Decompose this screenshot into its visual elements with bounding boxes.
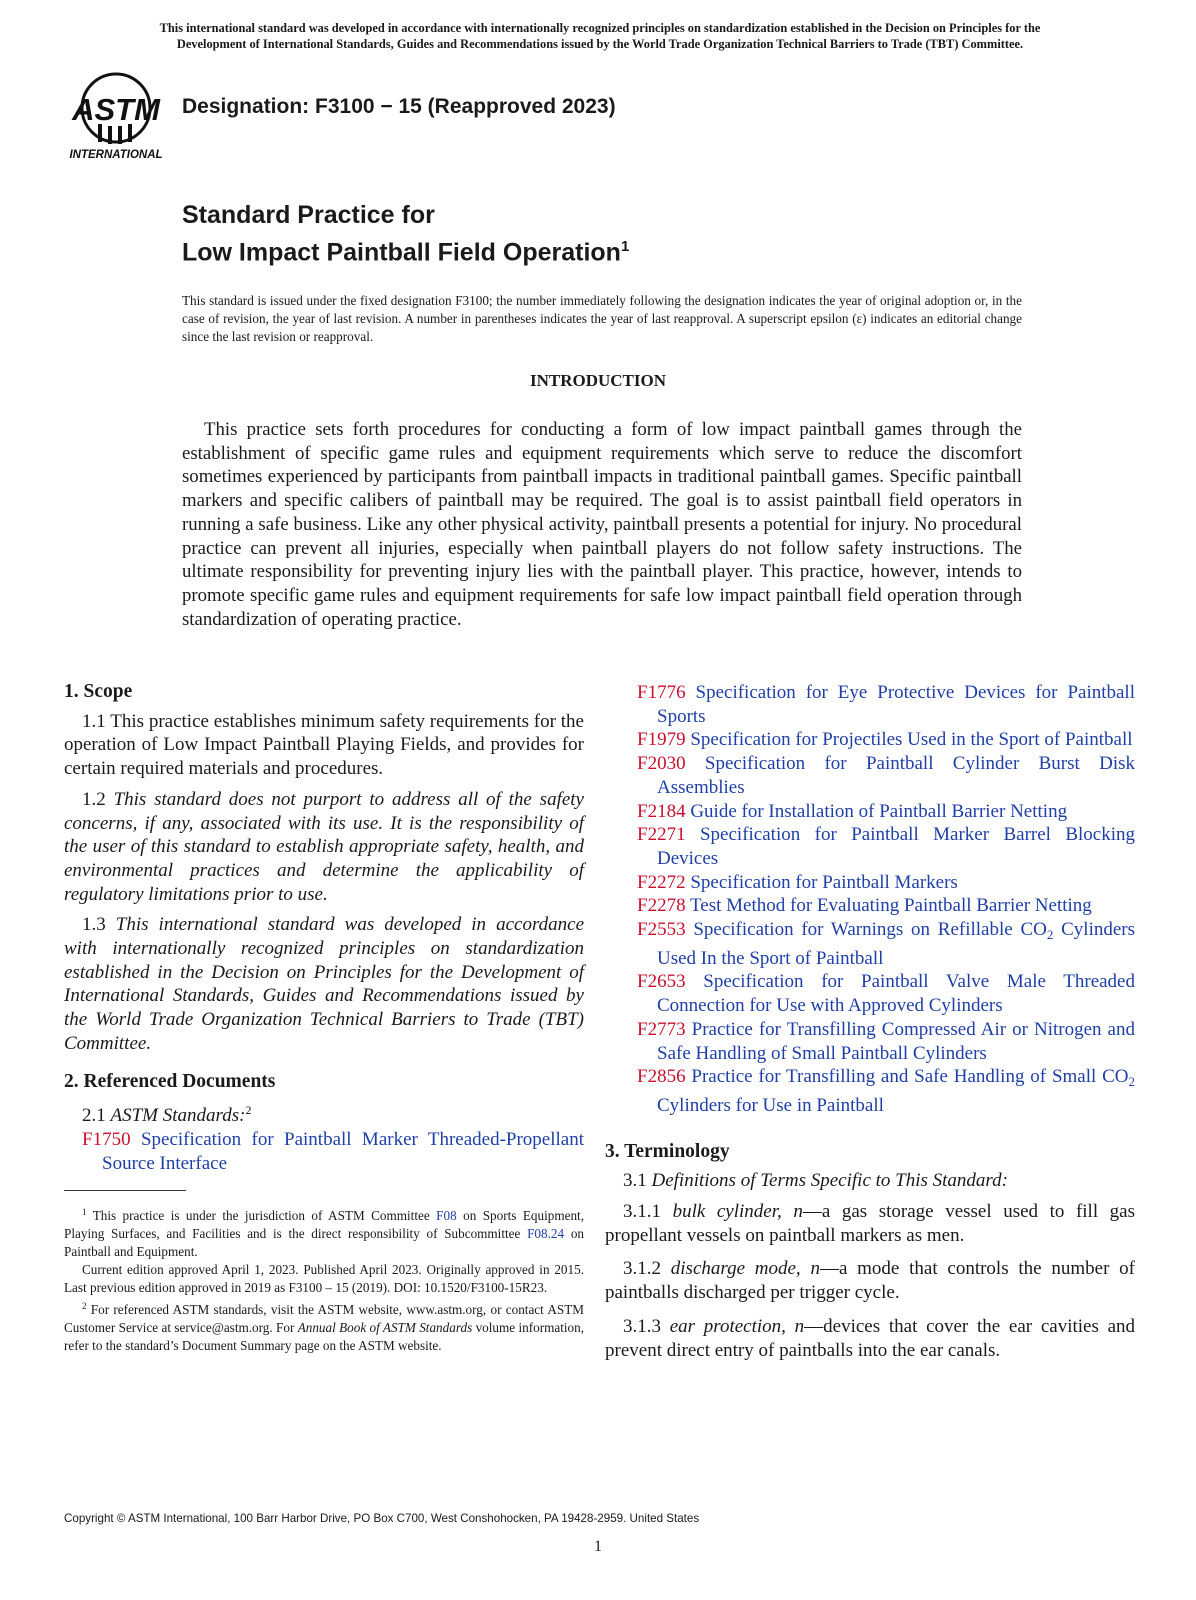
ref-item[interactable] [637, 728, 1135, 752]
ref-title[interactable]: Specification for Paintball Markers [690, 871, 958, 893]
ref-title[interactable]: Practice for Transfilling Compressed Air or Nitrogen and Safe Handling of Small Paintball Cylinders [657, 1018, 1135, 1064]
ref-code[interactable]: F2030 [637, 753, 686, 775]
footnote-2-text-a: For referenced ASTM standards, visit the ASTM website, www.astm.org, or contact ASTM Customer Service at service@astm.org. For [64, 1302, 585, 1335]
ref-title-post[interactable]: Cylinders Used In the Sport of Paintball [657, 919, 1136, 969]
para-2-1-text: ASTM Standards: [110, 1105, 246, 1127]
term-3-1-1 [605, 1200, 1135, 1247]
page-number: 1 [594, 1538, 602, 1555]
ref-item[interactable] [637, 681, 1135, 728]
ref-code[interactable]: F1776 [637, 682, 686, 703]
copyright: Copyright © ASTM International, 100 Barr Harbor Drive, PO Box C700, West Conshohocken, PA 19428-2959. United States [64, 1512, 700, 1525]
ref-title-post[interactable]: Cylinders for Use in Paintball [657, 1094, 884, 1116]
ref-title[interactable]: Specification for Paintball Valve Male Threaded Connection for Use with Approved Cylinders [657, 971, 1135, 1017]
para-1-3 [64, 913, 584, 1055]
ref-code[interactable]: F2653 [637, 971, 686, 993]
ref-item[interactable] [637, 1018, 1135, 1065]
introduction-text: This practice sets forth procedures for conducting a form of low impact paintball games through the establishment of specific game rules and equipment requirements which serve to reduce the discomfort sometimes experienced by participants from paintball impacts in traditional paintball games. Specific paintball markers and specific calibers of paintball may be required. The goal is to assist paintball field operators in running a safe business. Like any other physical activity, paintball presents a potential for injury. No procedural practice can prevent all injuries, especially when paintball players do not follow safety instructions. The ultimate responsibility for preventing injury lies with the paintball player. This practice, however, intends to promote specific game rules and equipment requirements for safe low impact paintball field operation through standardization of operating practice. [182, 419, 1022, 630]
terminology-heading: 3. Terminology [605, 1140, 730, 1162]
para-1-2-num: 1.2 [82, 788, 106, 810]
footnote-2 [64, 1297, 584, 1355]
ref-title[interactable]: Specification for Paintball Cylinder Burst Disk Assemblies [657, 753, 1135, 798]
ref-title[interactable]: Specification for Projectiles Used in the Sport of Paintball [690, 729, 1133, 751]
ref-code[interactable]: F1750 [82, 1128, 131, 1150]
footnotes [64, 1203, 584, 1355]
term-definition: —devices that cover the ear cavities and prevent direct entry of paintballs into the ear canals. [605, 1315, 1136, 1361]
astm-logo-icon [64, 70, 172, 162]
ref-item[interactable] [637, 1065, 1135, 1117]
ref-code[interactable]: F2272 [637, 871, 686, 893]
footnote-1-mark: 1 [82, 1207, 87, 1217]
ref-title[interactable] [657, 1066, 1135, 1116]
title-line2: Low Impact Paintball Field Operation [182, 238, 621, 267]
ref-code[interactable]: F1979 [637, 729, 686, 751]
f08-24-link[interactable]: F08.24 [527, 1226, 565, 1241]
para-1-3-num: 1.3 [82, 914, 106, 936]
f08-link[interactable]: F08 [436, 1208, 457, 1223]
term-3-1-2 [605, 1257, 1135, 1304]
footnote-2-mark: 2 [82, 1301, 87, 1311]
term-name: bulk cylinder, n [672, 1201, 803, 1223]
ref-item[interactable] [637, 871, 1135, 895]
introduction-heading: INTRODUCTION [529, 371, 667, 390]
ref-item[interactable] [637, 918, 1135, 970]
footnote-1-text-a: This practice is under the jurisdiction of ASTM Committee [92, 1208, 430, 1223]
footnote-1-text-c: on Paintball and Equipment. [64, 1226, 585, 1259]
ref-item[interactable] [637, 800, 1135, 824]
ref-title-subscript[interactable]: 2 [1046, 927, 1054, 943]
scope-heading: 1. Scope [64, 681, 133, 702]
para-1-2 [64, 788, 584, 907]
referenced-heading: 2. Referenced Documents [64, 1070, 276, 1092]
term-definition: —a mode that controls the number of paintballs discharged per trigger cycle. [605, 1258, 1135, 1304]
ref-title[interactable] [657, 919, 1135, 969]
ref-title[interactable]: Test Method for Evaluating Paintball Barrier Netting [690, 895, 1092, 917]
footnote-2-italic: Annual Book of ASTM Standards [297, 1320, 473, 1335]
para-3-1 [605, 1169, 1135, 1193]
left-column [64, 680, 584, 1175]
para-3-1-num: 3.1 [623, 1170, 647, 1192]
term-definition: —a gas storage vessel used to fill gas propellant vessels on paintball markers as men. [605, 1201, 1136, 1246]
ref-title-pre[interactable]: Specification for Warnings on Refillable CO [693, 919, 1047, 941]
term-num: 3.1.1 [623, 1201, 661, 1223]
logo-caption: INTERNATIONAL [69, 149, 163, 161]
ref-title[interactable]: Specification for Paintball Marker Barrel Blocking Devices [657, 824, 1135, 869]
ref-item[interactable] [637, 970, 1135, 1017]
ref-title[interactable]: Specification for Paintball Marker Threaded-Propellant Source Interface [102, 1128, 585, 1174]
para-1-1: 1.1 This practice establishes minimum safety requirements for the operation of Low Impact Paintball Playing Fields, and provides for certain required materials and procedures. [64, 710, 584, 780]
para-1-3-text: This international standard was developed in accordance with internationally recognized principles on standardization established in the Decision on Principles for the Development of International Standards, Guides and Recommendations issued by the World Trade Organization Technical Barriers to Trade (TBT) Committee. [64, 914, 585, 1054]
wto-notice-line2: Development of International Standards, Guides and Recommendations issued by the World Trade Organization Technical Barriers to Trade (TBT) Committee. [176, 37, 1024, 51]
footnote-1 [64, 1203, 584, 1261]
ref-item[interactable] [637, 752, 1135, 799]
ref-title[interactable]: Guide for Installation of Paintball Barrier Netting [690, 800, 1068, 822]
logo-text: ASTM [72, 92, 160, 127]
ref-title-pre[interactable]: Practice for Transfilling and Safe Handling of Small CO [691, 1066, 1129, 1088]
footnote-1-edition: Current edition approved April 1, 2023. Published April 2023. Originally approved in 2015. Last previous edition approved in 2019 as F3100 – 15 (2019). DOI: 10.1520/F3100-15R23. [64, 1262, 584, 1295]
para-3-1-text: Definitions of Terms Specific to This Standard: [651, 1170, 1008, 1192]
wto-notice-line1: This international standard was developed in accordance with internationally recognized principles on standardization established in the Decision on Principles for the [159, 21, 1041, 35]
wto-notice [60, 20, 1140, 52]
ref-title[interactable]: Specification for Eye Protective Devices for Paintball Sports [657, 682, 1135, 727]
astm-logo [64, 70, 172, 162]
title-footnote-mark[interactable]: 1 [620, 238, 630, 255]
term-name: ear protection, n [669, 1315, 805, 1337]
terminology-section [605, 1140, 1135, 1363]
term-3-1-3 [605, 1315, 1135, 1362]
ref-item[interactable] [637, 894, 1135, 918]
ref-code[interactable]: F2271 [637, 824, 686, 846]
term-num: 3.1.3 [623, 1315, 661, 1337]
para-2-1 [64, 1099, 584, 1128]
para-2-1-num: 2.1 [82, 1105, 106, 1127]
issued-note: This standard is issued under the fixed designation F3100; the number immediately following the designation indicates the year of original adoption or, in the case of revision, the year of last revision. A number in parentheses indicates the year of last reapproval. A superscript epsilon (ε) indicates an editorial change since the last revision or reapproval. [182, 293, 1022, 344]
footnote-2-text-b: volume information, refer to the standard’s Document Summary page on the ASTM website. [64, 1320, 585, 1353]
ref-code[interactable]: F2553 [637, 919, 686, 941]
ref-item[interactable] [82, 1128, 584, 1175]
para-1-2-text: This standard does not purport to address all of the safety concerns, if any, associated with its use. It is the responsibility of the user of this standard to establish appropriate safety, health, and environmental practices and determine the applicability of regulatory limitations prior to use. [64, 788, 584, 905]
designation: Designation: F3100 − 15 (Reapproved 2023) [182, 95, 616, 118]
ref-item[interactable] [637, 823, 1135, 870]
ref-code[interactable]: F2184 [637, 800, 686, 822]
title-line1: Standard Practice for [182, 201, 435, 229]
ref-title-subscript[interactable]: 2 [1128, 1074, 1135, 1090]
footnote-divider [64, 1190, 186, 1191]
ref-code[interactable]: F2856 [637, 1066, 686, 1088]
term-num: 3.1.2 [623, 1258, 661, 1280]
para-2-1-footnote-mark[interactable]: 2 [245, 1103, 252, 1118]
ref-code[interactable]: F2773 [637, 1018, 686, 1040]
term-name: discharge mode, n [670, 1258, 820, 1280]
footnote-1-text-b: on Sports Equipment, Playing Surfaces, and Facilities and is the direct responsibility of Subcommittee [64, 1208, 584, 1241]
right-column [605, 681, 1136, 1369]
ref-code[interactable]: F2278 [637, 895, 686, 917]
document-title [182, 200, 629, 268]
